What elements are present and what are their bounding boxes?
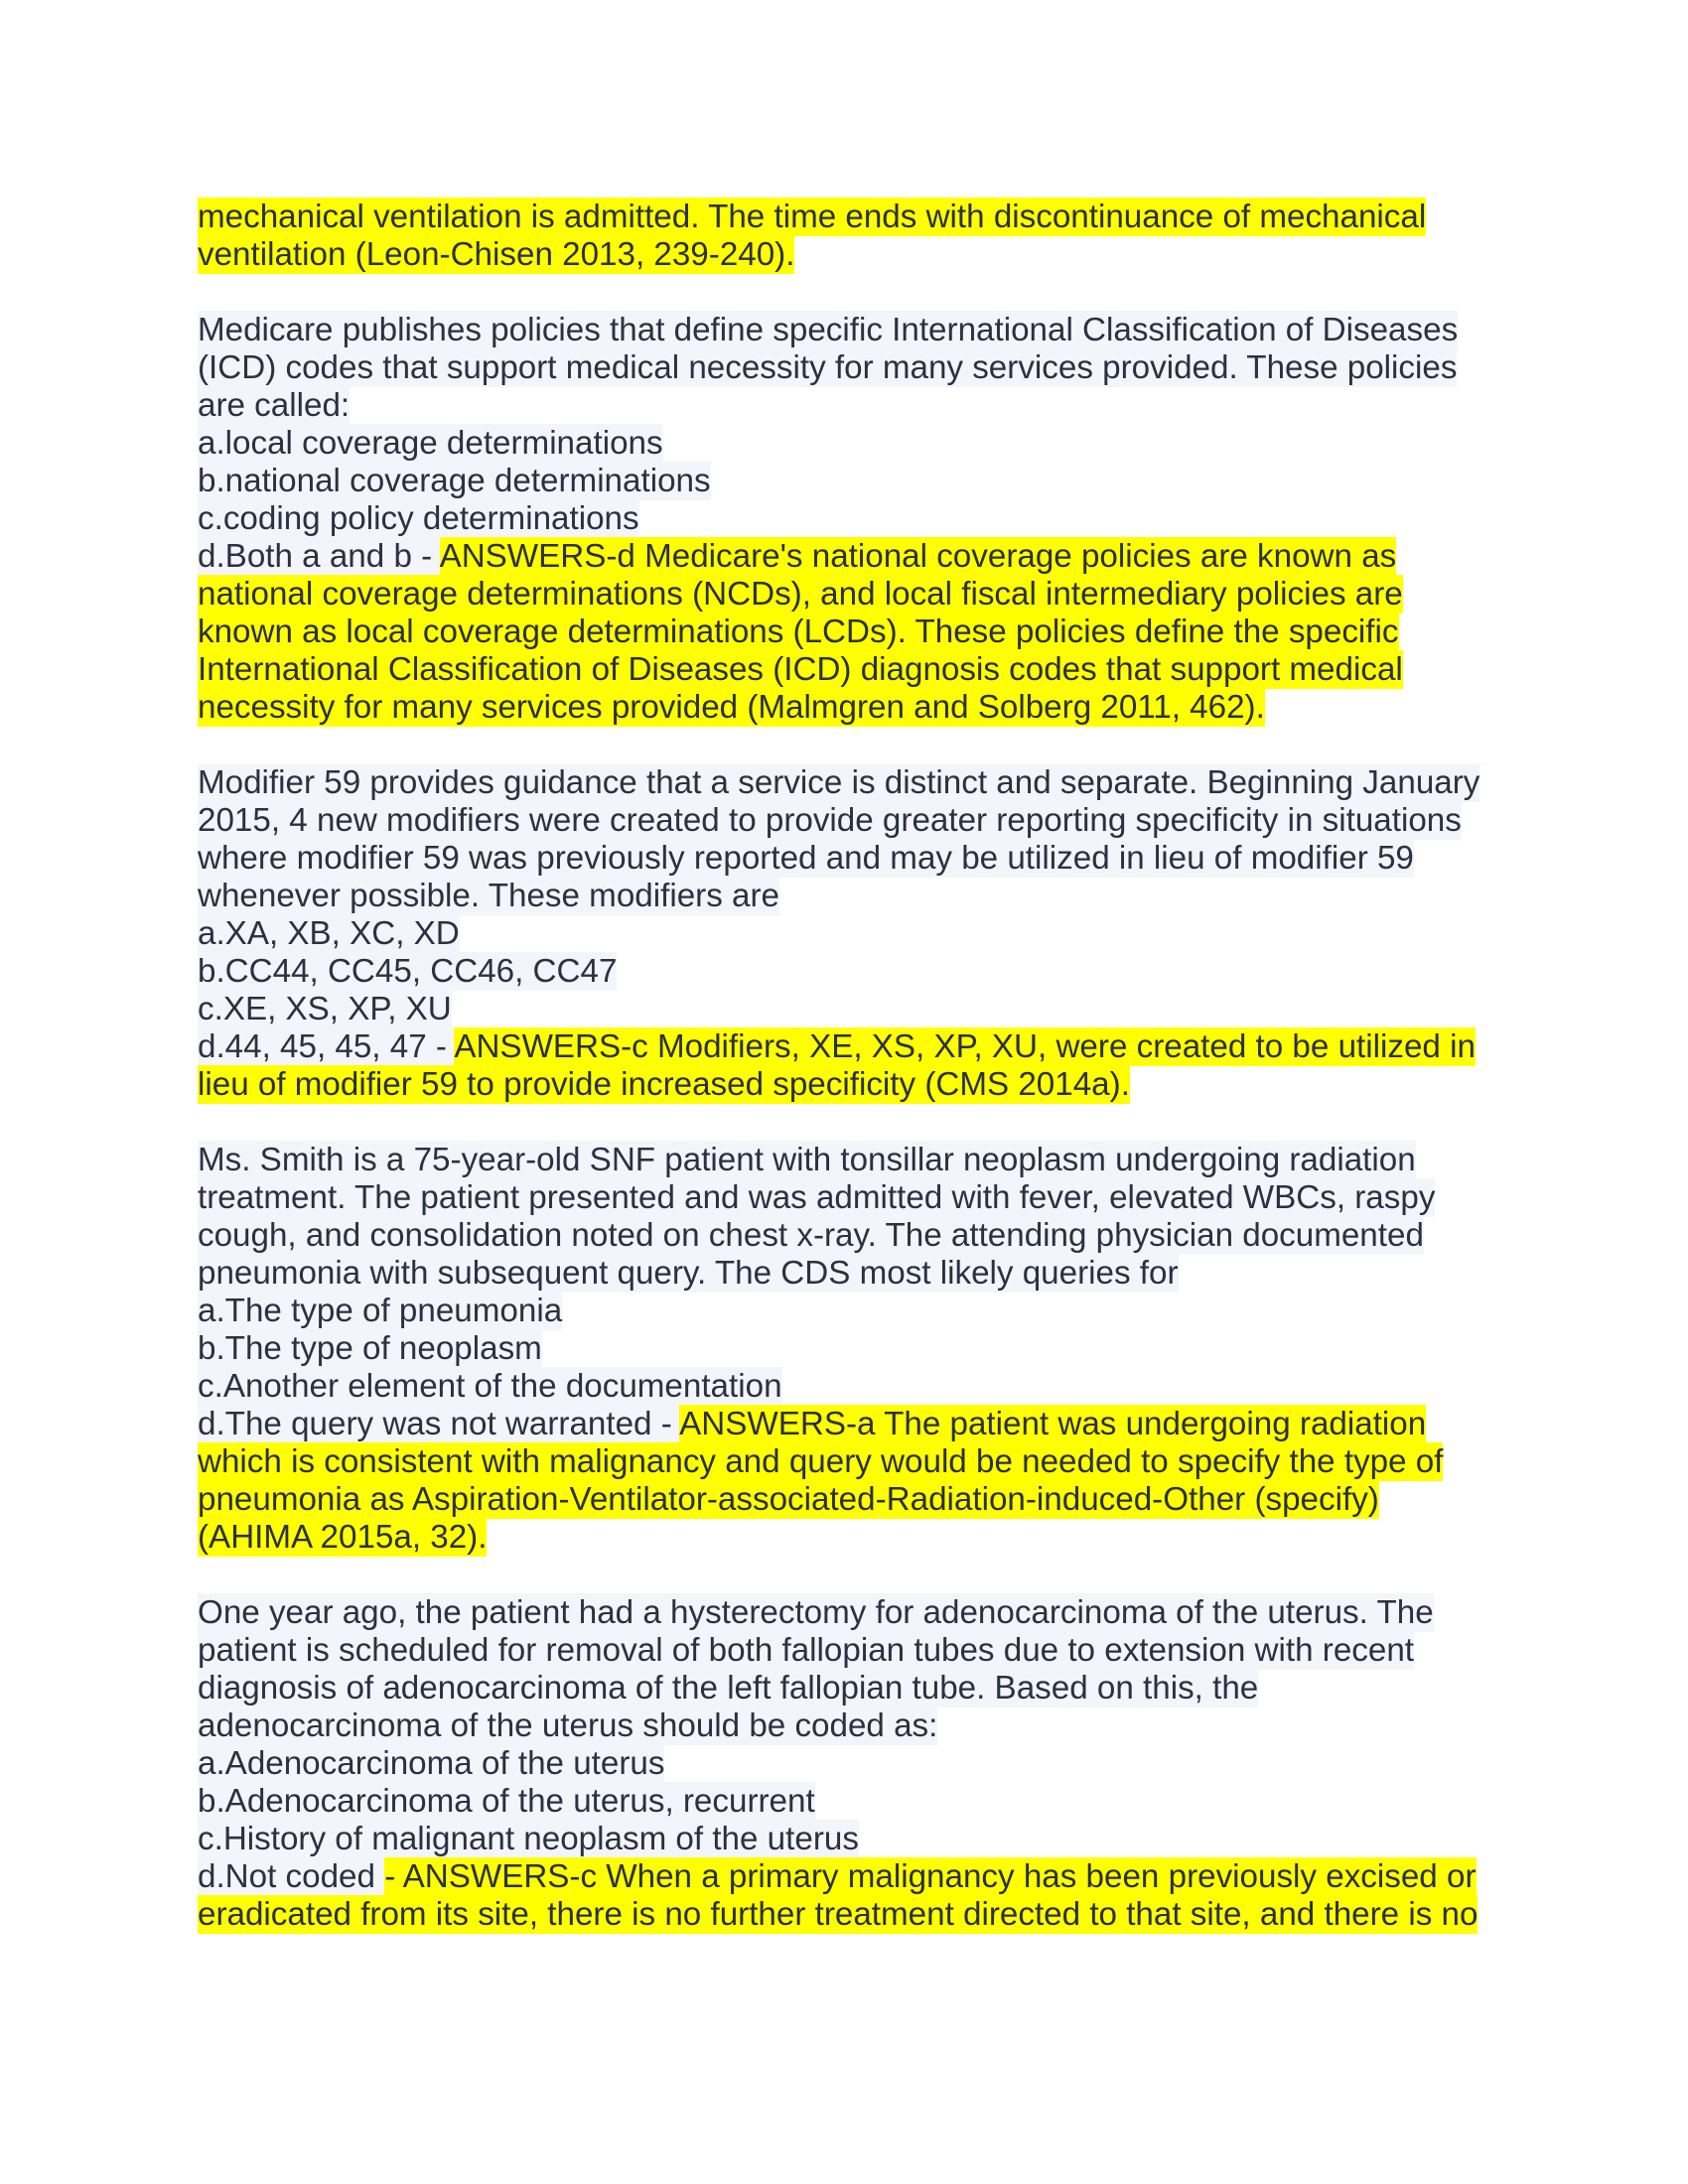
- question-text: Modifier 59 provides guidance that a service is distinct and separate. Beginning January: [198, 764, 1480, 801]
- text-line: [198, 1707, 1508, 1745]
- text-line: [198, 1255, 1508, 1293]
- text-line: [198, 236, 1508, 274]
- question-block: [198, 312, 1508, 727]
- text-line: [198, 915, 1508, 953]
- question-text: Medicare publishes policies that define specific International Classification of Diseases: [198, 312, 1459, 348]
- highlighted-answer-text: national coverage determinations (NCDs), and local fiscal intermediary policies are: [198, 576, 1403, 613]
- question-text: patient is scheduled for removal of both fallopian tubes due to extension with recent: [198, 1632, 1415, 1669]
- question-text: a.XA, XB, XC, XD: [198, 915, 460, 952]
- question-block: [198, 1142, 1508, 1557]
- highlighted-answer-text: (AHIMA 2015a, 32).: [198, 1519, 488, 1556]
- question-text: One year ago, the patient had a hysterectomy for adenocarcinoma of the uterus. The: [198, 1594, 1434, 1631]
- question-text: cough, and consolidation noted on chest x-ray. The attending physician documented: [198, 1217, 1424, 1254]
- question-text: are called:: [198, 387, 351, 424]
- question-text: c.coding policy determinations: [198, 500, 639, 537]
- text-line: [198, 425, 1508, 463]
- question-text: treatment. The patient presented and was admitted with fever, elevated WBCs, raspy: [198, 1179, 1436, 1216]
- highlighted-answer-text: - ANSWERS-c When a primary malignancy has been previously excised or: [384, 1858, 1477, 1895]
- question-text: b.Adenocarcinoma of the uterus, recurrent: [198, 1783, 815, 1820]
- text-line: [198, 1745, 1508, 1783]
- question-text: Ms. Smith is a 75-year-old SNF patient with tonsillar neoplasm undergoing radiation: [198, 1142, 1416, 1178]
- text-line: [198, 1293, 1508, 1330]
- paragraph-gap: [198, 1104, 1508, 1142]
- text-line: [198, 802, 1508, 840]
- text-line: [198, 1481, 1508, 1519]
- text-line: [198, 1670, 1508, 1707]
- question-text: d.The query was not warranted -: [198, 1406, 680, 1442]
- text-line: [198, 312, 1508, 349]
- question-text: pneumonia with subsequent query. The CDS most likely queries for: [198, 1255, 1179, 1292]
- question-text: d.44, 45, 45, 47 -: [198, 1028, 455, 1065]
- question-text: whenever possible. These modifiers are: [198, 878, 779, 914]
- text-line: [198, 1142, 1508, 1179]
- text-line: [198, 1028, 1508, 1066]
- question-text: 2015, 4 new modifiers were created to provide greater reporting specificity in situations: [198, 802, 1462, 839]
- text-line: [198, 614, 1508, 651]
- question-text: a.The type of pneumonia: [198, 1293, 563, 1329]
- highlighted-answer-text: ANSWERS-c Modifiers, XE, XS, XP, XU, were created to be utilized in: [454, 1028, 1476, 1065]
- highlighted-answer-text: which is consistent with malignancy and query would be needed to specify the type of: [198, 1443, 1444, 1480]
- question-block: [198, 199, 1508, 274]
- question-text: a.Adenocarcinoma of the uterus: [198, 1745, 665, 1782]
- text-line: [198, 500, 1508, 538]
- question-block: [198, 1594, 1508, 1934]
- question-text: b.The type of neoplasm: [198, 1330, 542, 1367]
- paragraph-gap: [198, 1557, 1508, 1594]
- document-body: [198, 199, 1508, 1934]
- text-line: [198, 1896, 1508, 1934]
- text-line: [198, 387, 1508, 425]
- text-line: [198, 199, 1508, 236]
- question-text: c.Another element of the documentation: [198, 1368, 782, 1405]
- question-text: c.XE, XS, XP, XU: [198, 991, 452, 1027]
- question-text: (ICD) codes that support medical necessity for many services provided. These policies: [198, 349, 1458, 386]
- highlighted-answer-text: ANSWERS-d Medicare's national coverage policies are known as: [439, 538, 1397, 575]
- text-line: [198, 651, 1508, 689]
- text-line: [198, 1330, 1508, 1368]
- text-line: [198, 1594, 1508, 1632]
- text-line: [198, 1783, 1508, 1821]
- highlighted-answer-text: necessity for many services provided (Malmgren and Solberg 2011, 462).: [198, 689, 1265, 726]
- text-line: [198, 1443, 1508, 1481]
- question-text: diagnosis of adenocarcinoma of the left fallopian tube. Based on this, the: [198, 1670, 1259, 1706]
- question-text: adenocarcinoma of the uterus should be coded as:: [198, 1707, 938, 1744]
- text-line: [198, 1858, 1508, 1896]
- text-line: [198, 1066, 1508, 1104]
- text-line: [198, 764, 1508, 802]
- highlighted-answer-text: ANSWERS-a The patient was undergoing radiation: [679, 1406, 1427, 1442]
- question-text: c.History of malignant neoplasm of the uterus: [198, 1821, 859, 1857]
- text-line: [198, 1179, 1508, 1217]
- text-line: [198, 840, 1508, 878]
- paragraph-gap: [198, 274, 1508, 312]
- question-text: b.CC44, CC45, CC46, CC47: [198, 953, 618, 990]
- text-line: [198, 463, 1508, 500]
- question-text: where modifier 59 was previously reported and may be utilized in lieu of modifier 59: [198, 840, 1414, 877]
- text-line: [198, 1519, 1508, 1557]
- text-line: [198, 1368, 1508, 1406]
- highlighted-answer-text: mechanical ventilation is admitted. The time ends with discontinuance of mechanical: [198, 199, 1427, 235]
- text-line: [198, 538, 1508, 576]
- question-block: [198, 764, 1508, 1104]
- text-line: [198, 1632, 1508, 1670]
- highlighted-answer-text: eradicated from its site, there is no further treatment directed to that site, and there is no: [198, 1896, 1478, 1933]
- text-line: [198, 1406, 1508, 1443]
- highlighted-answer-text: International Classification of Diseases (ICD) diagnosis codes that support medical: [198, 651, 1403, 688]
- question-text: a.local coverage determinations: [198, 425, 663, 462]
- text-line: [198, 953, 1508, 991]
- highlighted-answer-text: ventilation (Leon-Chisen 2013, 239-240).: [198, 236, 795, 273]
- question-text: d.Both a and b -: [198, 538, 440, 575]
- question-text: d.Not coded: [198, 1858, 385, 1895]
- highlighted-answer-text: known as local coverage determinations (LCDs). These policies define the specific: [198, 614, 1399, 650]
- text-line: [198, 349, 1508, 387]
- paragraph-gap: [198, 727, 1508, 764]
- question-text: b.national coverage determinations: [198, 463, 711, 499]
- text-line: [198, 1821, 1508, 1858]
- text-line: [198, 878, 1508, 915]
- text-line: [198, 576, 1508, 614]
- text-line: [198, 689, 1508, 727]
- text-line: [198, 991, 1508, 1028]
- highlighted-answer-text: pneumonia as Aspiration-Ventilator-associated-Radiation-induced-Other (specify): [198, 1481, 1379, 1518]
- text-line: [198, 1217, 1508, 1255]
- highlighted-answer-text: lieu of modifier 59 to provide increased specificity (CMS 2014a).: [198, 1066, 1130, 1103]
